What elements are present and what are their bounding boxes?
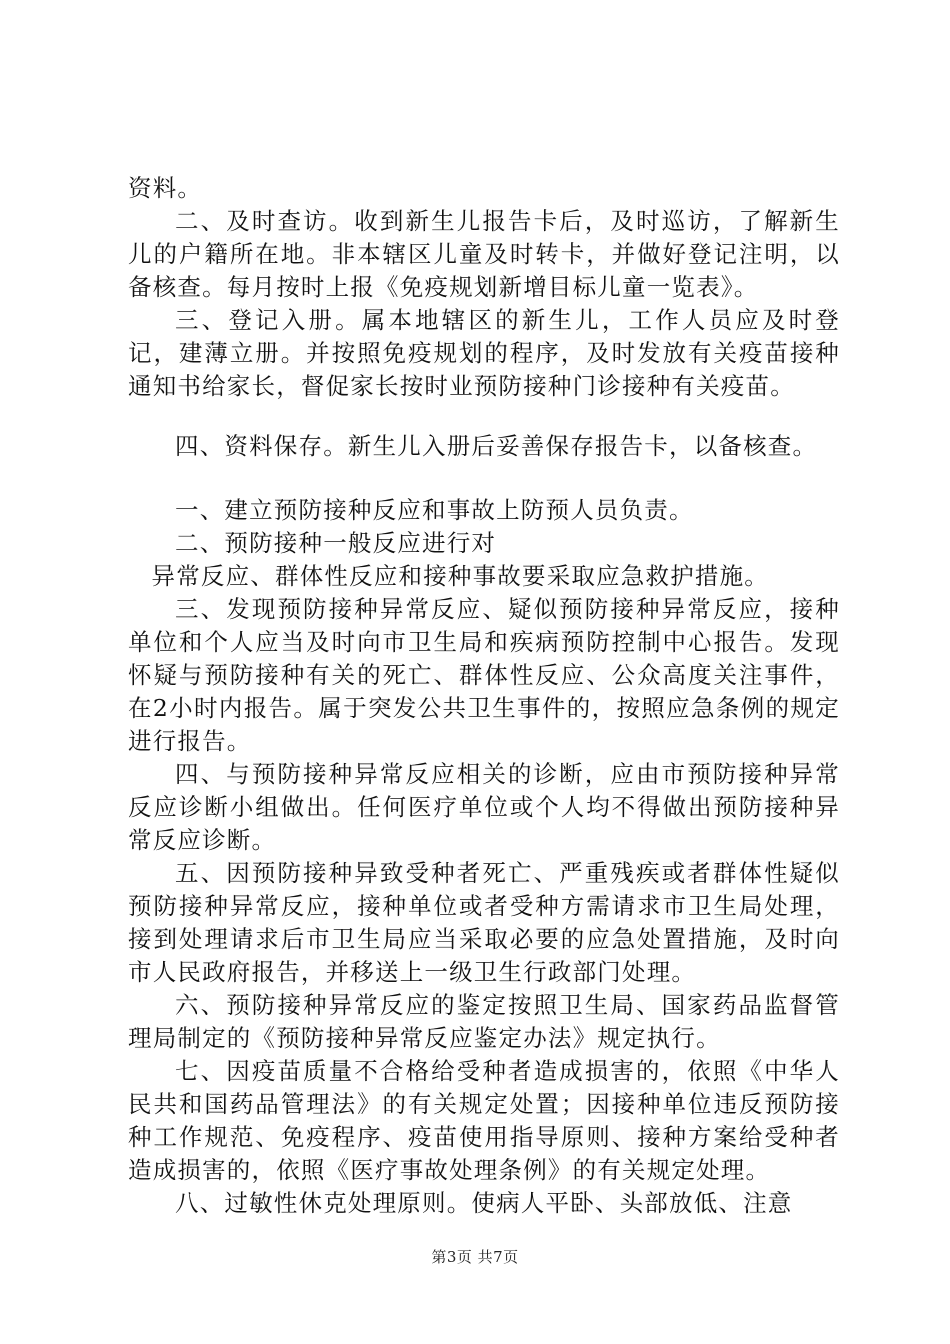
paragraph-serious-cases: 五、因预防接种异致受种者死亡、严重残疾或者群体性疑似预防接种异常反应，接种单位或者受种方需请求市卫生局处理，接到处理请求后市卫生局应当采取必要的应急处置措施，及时向市人民政府报告，并移送上一级卫生行政部门处理。 [128,859,840,986]
paragraph-general-reaction: 二、预防接种一般反应进行对 [175,529,497,557]
paragraph-registration: 三、登记入册。属本地辖区的新生儿，工作人员应及时登记，建薄立册。并按照免疫规划的程序，及时发放有关疫苗接种通知书给家长，督促家长按时业预防接种门诊接种有关疫苗。 [128,306,840,400]
paragraph-reaction-responsibility: 一、建立预防接种反应和事故上防预人员负责。 [175,496,694,524]
document-body [128,172,840,1220]
paragraph-anaphylaxis: 八、过敏性休克处理原则。使病人平卧、头部放低、注意 [175,1189,793,1217]
paragraph-continuation: 资料。 [128,174,203,202]
paragraph-emergency-measures: 异常反应、群体性反应和接种事故要采取应急救护措施。 [151,562,769,590]
paragraph-timely-visit: 二、及时查访。收到新生儿报告卡后，及时巡访，了解新生儿的户籍所在地。非本辖区儿童及时转卡，并做好登记注明，以备核查。每月按时上报《免疫规划新增目标儿童一览表》。 [128,207,840,301]
page-number: 第3页 共7页 [431,1248,519,1266]
paragraph-reporting: 三、发现预防接种异常反应、疑似预防接种异常反应，接种单位和个人应当及时向市卫生局和疾病预防控制中心报告。发现怀疑与预防接种有关的死亡、群体性反应、公众高度关注事件，在2小时内报告。属于突发公共卫生事件的，按照应急条例的规定进行报告。 [128,595,840,755]
paragraph-diagnosis: 四、与预防接种异常反应相关的诊断，应由市预防接种异常反应诊断小组做出。任何医疗单位或个人均不得做出预防接种异常反应诊断。 [128,760,840,854]
paragraph-appraisal: 六、预防接种异常反应的鉴定按照卫生局、国家药品监督管理局制定的《预防接种异常反应鉴定办法》规定执行。 [128,991,840,1052]
paragraph-liability: 七、因疫苗质量不合格给受种者造成损害的，依照《中华人民共和国药品管理法》的有关规定处置；因接种单位违反预防接种工作规范、免疫程序、疫苗使用指导原则、接种方案给受种者造成损害的，依照《医疗事故处理条例》的有关规定处理。 [128,1057,840,1184]
paragraph-record-keeping: 四、资料保存。新生儿入册后妥善保存报告卡，以备核查。 [175,432,818,460]
